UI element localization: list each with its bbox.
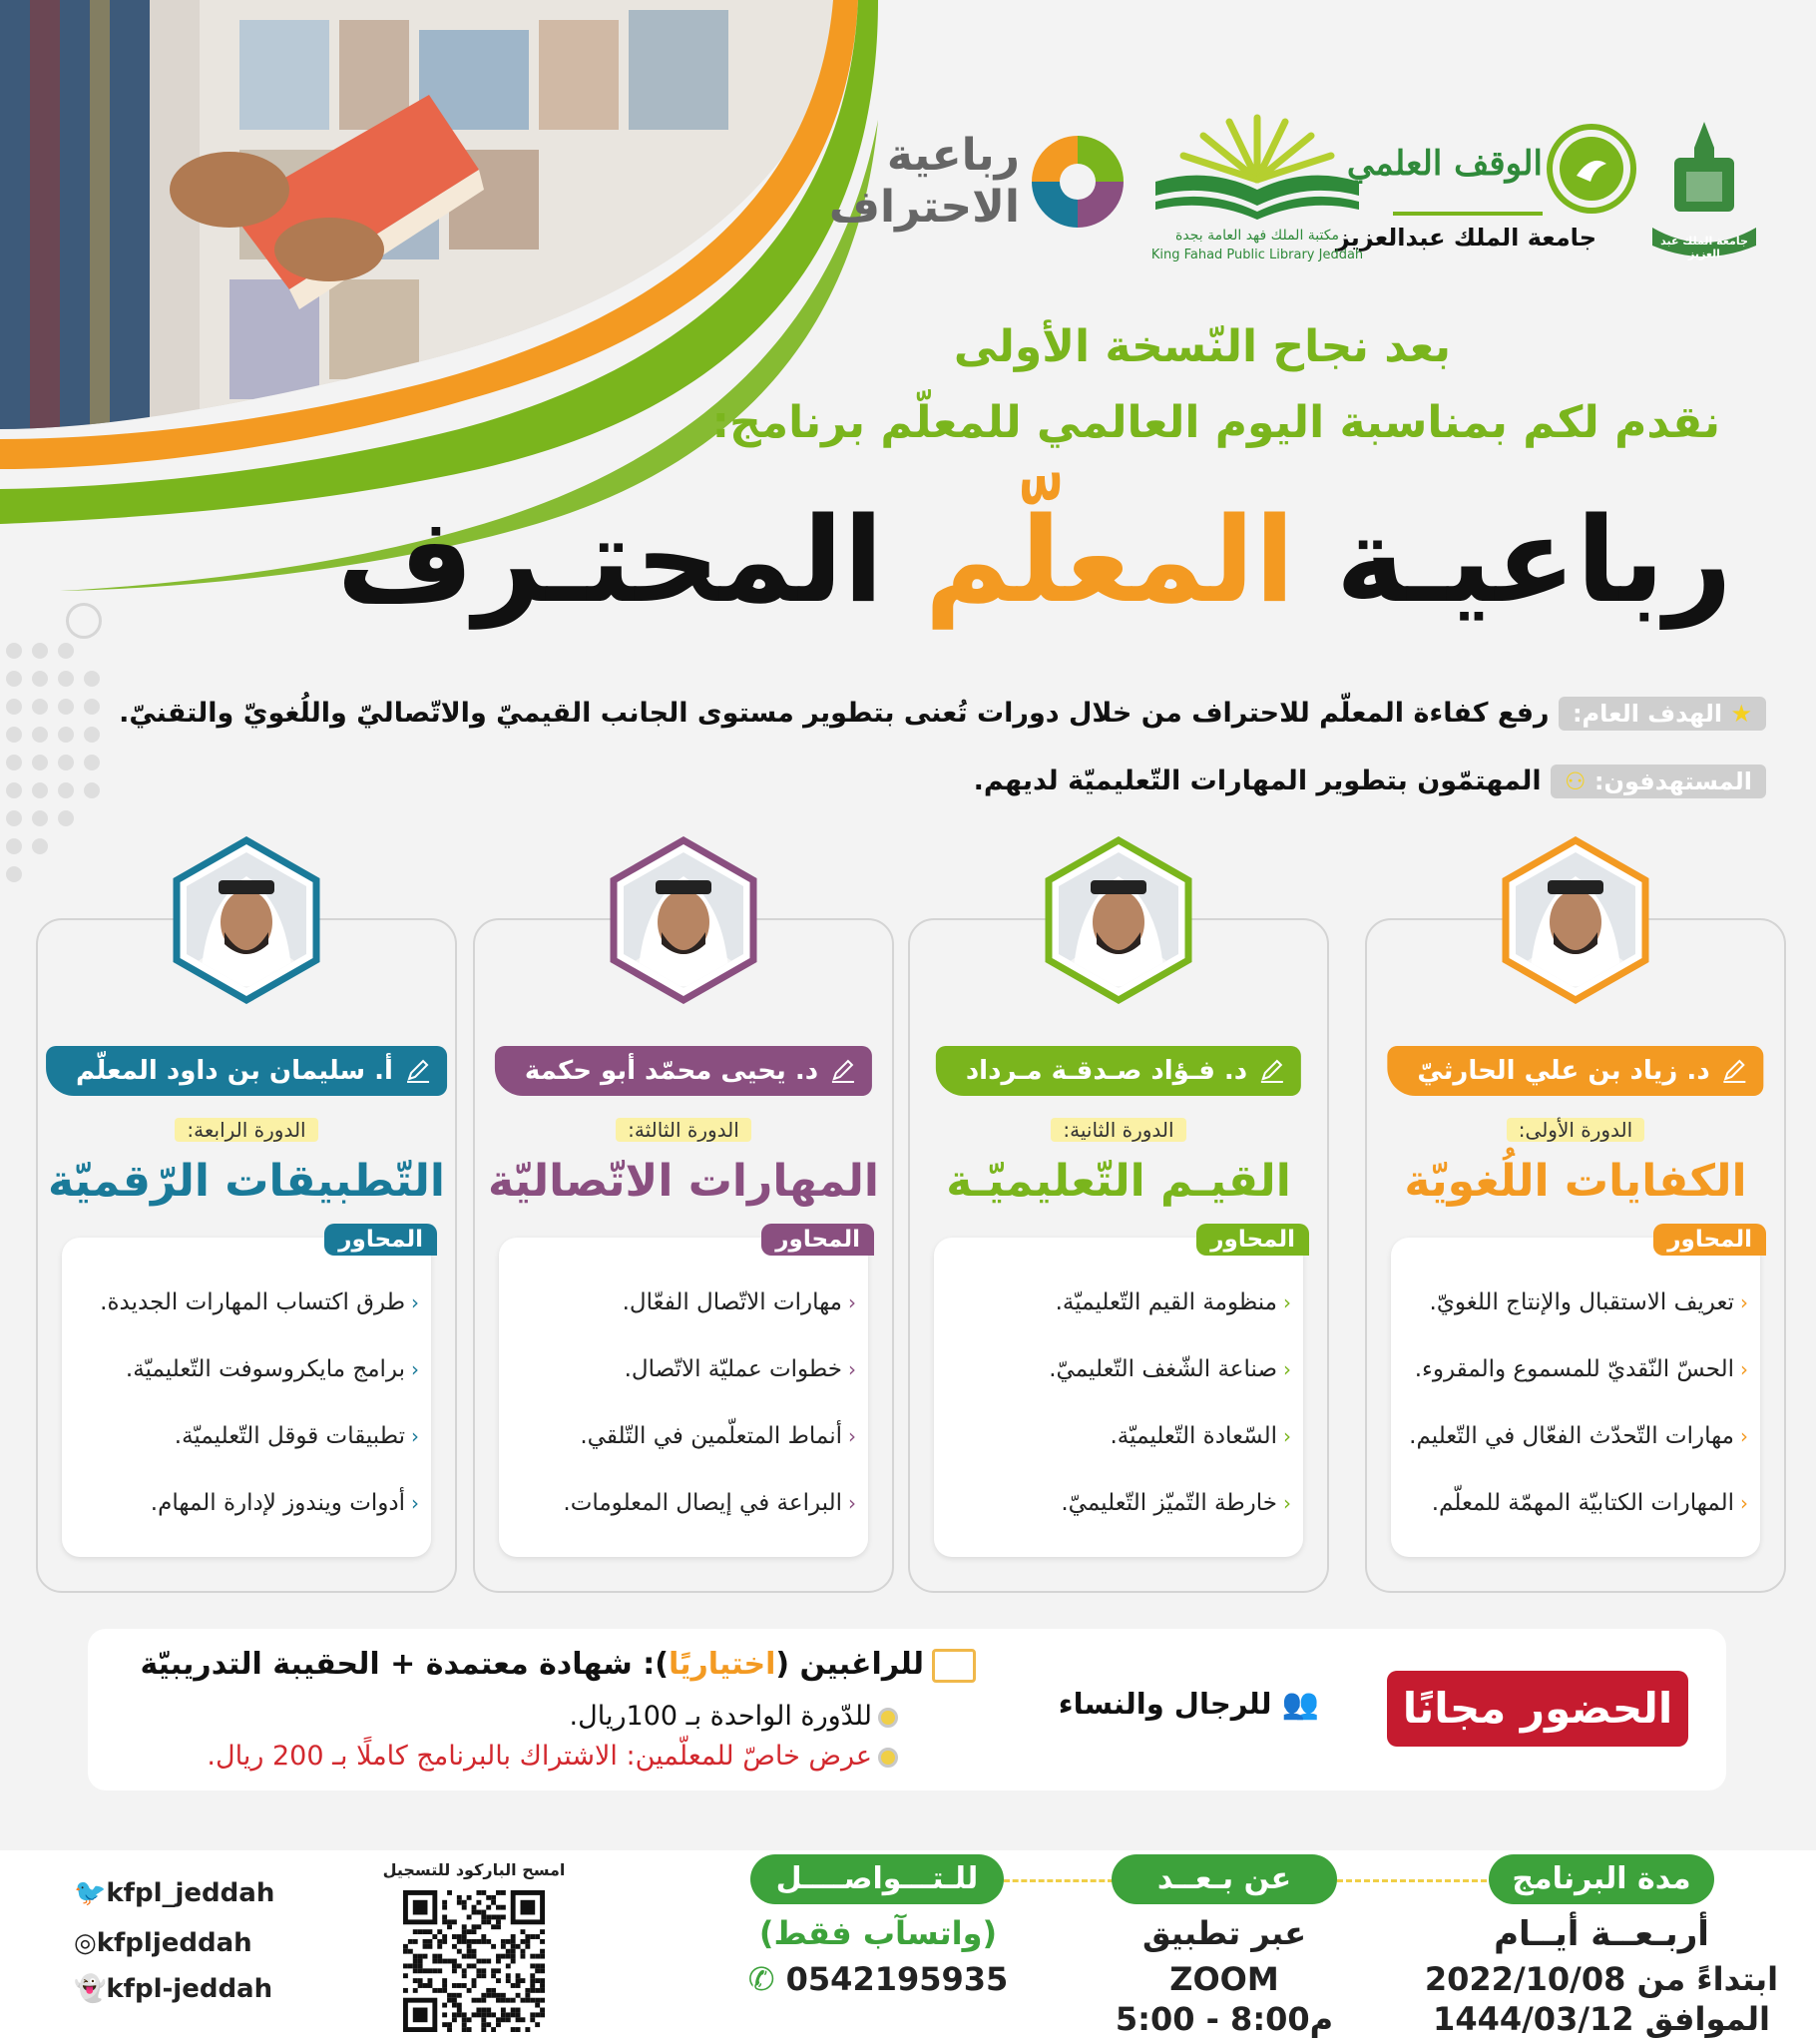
qr-code-icon (403, 1890, 545, 2032)
kau-name: جامعة الملك عبدالعزيز (1335, 224, 1596, 252)
remote-zoom: ZOOM (1169, 1960, 1279, 1998)
instagram-icon: ◎ (74, 1928, 97, 1958)
axes-list (68, 1285, 419, 1553)
goal-row (119, 697, 1766, 731)
qr-caption: امسح الباركود للتسجيل (382, 1860, 566, 1879)
axis-item-text: مهارات الاتّصال الفعّال. (622, 1289, 842, 1315)
presenter-name: د. فـؤاد صـدقـة مـرداد (965, 1056, 1248, 1086)
axis-item (505, 1352, 856, 1419)
course-number-text: الدورة الثانية: (1051, 1118, 1185, 1142)
full-program-offer-text: عرض خاصّ للمعلّمين: الاشتراك بالبرنامج كاملًا بـ 200 ريال. (207, 1741, 872, 1772)
library-name-ar: مكتبة الملك فهد العامة بجدة (1175, 228, 1339, 244)
duration-label: مدة البرنامج (1489, 1854, 1714, 1904)
course-axes-box (62, 1227, 431, 1557)
group-icon: 👥 (1281, 1687, 1319, 1722)
presenter-name: د. يحيى محمّد أبو حكمة (524, 1056, 819, 1086)
chevron-left-icon: ‹ (1740, 1491, 1748, 1515)
axis-item-text: أدوات ويندوز لإدارة المهام. (150, 1490, 405, 1516)
instagram-text: kfpljeddah (96, 1928, 252, 1958)
axes-list (940, 1285, 1291, 1553)
certificate-optional: اختياريًا (668, 1647, 776, 1682)
axis-item (68, 1352, 419, 1419)
remote-time: 5:00 - 8:00م (1115, 2000, 1334, 2038)
axis-item (505, 1419, 856, 1486)
chevron-left-icon: ‹ (1740, 1424, 1748, 1448)
chevron-left-icon: ‹ (1740, 1357, 1748, 1381)
course-axes-box (499, 1227, 868, 1557)
axis-item-text: خارطة التّميّز التّعليميّ. (1061, 1490, 1277, 1516)
waqf-logo (1335, 124, 1636, 263)
riba3iya-logo-top: رباعية (886, 130, 1020, 181)
program-title (337, 491, 1732, 629)
twitter-handle[interactable] (74, 1878, 274, 1908)
library-name-en: King Fahad Public Library Jeddah (1150, 248, 1364, 262)
axis-item-text: طرق اكتساب المهارات الجديدة. (100, 1289, 405, 1315)
single-course-price (570, 1701, 898, 1732)
axis-item (1397, 1486, 1748, 1553)
riba3iya-logo (828, 130, 1130, 240)
audience-label-pill (1551, 765, 1766, 798)
axis-item-text: تطبيقات قوقل التّعليميّة. (174, 1423, 405, 1449)
axis-item (940, 1352, 1291, 1419)
goal-text: رفع كفاءة المعلّم للاحتراف من خلال دورات تُعنى بتطوير مستوى الجانب القيميّ والاتّصاليّ واللُغويّ والتقنيّ. (119, 698, 1550, 729)
course-axes-box (1391, 1227, 1760, 1557)
chevron-left-icon: ‹ (1283, 1424, 1291, 1448)
axes-tag: المحاور (1196, 1224, 1309, 1256)
course-card (473, 918, 894, 1593)
title-part-2: المعلّم (924, 491, 1295, 629)
quadrant-swirl-icon (1026, 130, 1130, 234)
footer (0, 1850, 1816, 2044)
course-card (36, 918, 457, 1593)
audience-gender (1059, 1687, 1319, 1722)
contact-label: للـتـــواصــــل (750, 1854, 1004, 1904)
twitter-text: kfpl_jeddah (106, 1878, 275, 1908)
axes-list (505, 1285, 856, 1553)
axes-list (1397, 1285, 1748, 1553)
course-title: التّطبيقات الرّقميّة (48, 1156, 445, 1207)
pen-icon (1257, 1055, 1287, 1085)
duration-days: أربـعــة أيــام (1494, 1914, 1709, 1954)
axis-item (505, 1486, 856, 1553)
chevron-left-icon: ‹ (411, 1357, 419, 1381)
decor-ring (66, 603, 102, 639)
presenter-name: د. زياد بن علي الحارثيّ (1417, 1056, 1710, 1086)
course-axes-box (934, 1227, 1303, 1557)
bullet-icon (878, 1708, 898, 1728)
axis-item-text: تعريف الاستقبال والإنتاج اللغويّ. (1429, 1289, 1734, 1315)
connector-line (1004, 1879, 1114, 1882)
presenter-name-tag (495, 1046, 872, 1096)
waqf-underline (1393, 212, 1543, 216)
course-number-text: الدورة الأولى: (1507, 1118, 1644, 1142)
full-program-offer (207, 1741, 898, 1772)
course-number (910, 1118, 1327, 1142)
audience-label: المستهدفون: (1593, 767, 1752, 795)
axis-item (68, 1419, 419, 1486)
chevron-left-icon: ‹ (411, 1491, 419, 1515)
contact-phone-row[interactable] (718, 1960, 1038, 1998)
library-logo (1147, 110, 1367, 269)
certificate-icon (932, 1649, 976, 1683)
course-number (38, 1118, 455, 1142)
audience-text: المهتمّون بتطوير المهارات التّعليميّة لديهم. (973, 766, 1542, 796)
axis-item-text: خطوات عمليّة الاتّصال. (624, 1356, 842, 1382)
axis-item-text: مهارات التّحدّث الفعّال في التّعليم. (1409, 1423, 1734, 1449)
star-icon: ★ (1730, 700, 1752, 728)
chevron-left-icon: ‹ (1283, 1491, 1291, 1515)
chevron-left-icon: ‹ (1283, 1290, 1291, 1314)
certificate-prefix: للراغبين ( (775, 1647, 924, 1682)
contact-note: (واتسآب فقط) (758, 1914, 998, 1952)
axis-item (1397, 1285, 1748, 1352)
pen-icon (828, 1055, 858, 1085)
snapchat-icon: 👻 (74, 1974, 107, 2004)
axis-item-text: منظومة القيم التّعليميّة. (1055, 1289, 1277, 1315)
chevron-left-icon: ‹ (1740, 1290, 1748, 1314)
axes-tag: المحاور (1653, 1224, 1766, 1256)
course-number-text: الدورة الرابعة: (175, 1118, 317, 1142)
presenter-photo (600, 836, 767, 1004)
kau-seal-logo (1644, 118, 1764, 267)
instagram-handle[interactable] (74, 1928, 252, 1958)
axis-item-text: السّعادة التّعليميّة. (1110, 1423, 1277, 1449)
course-number-text: الدورة الثالثة: (616, 1118, 751, 1142)
axis-item (940, 1486, 1291, 1553)
goal-label-pill (1559, 697, 1766, 731)
contact-phone[interactable]: 0542195935 (785, 1960, 1009, 1998)
course-title: المهارات الاتّصاليّة (487, 1156, 880, 1207)
waqf-name: الوقف العلمي (1346, 144, 1543, 184)
start-date: ابتداءً من 2022/10/08 (1424, 1960, 1779, 1998)
chevron-left-icon: ‹ (848, 1357, 856, 1381)
axis-item-text: برامج مايكروسوفت التّعليميّة. (125, 1356, 405, 1382)
axes-tag: المحاور (324, 1224, 437, 1256)
presenter-photo (1492, 836, 1659, 1004)
chevron-left-icon: ‹ (411, 1290, 419, 1314)
axis-item (940, 1419, 1291, 1486)
registration-qr-code[interactable] (403, 1890, 545, 2032)
title-part-3: المحتـرف (336, 491, 884, 629)
chevron-left-icon: ‹ (411, 1424, 419, 1448)
intro-line-2: نقدم لكم بمناسبة اليوم العالمي للمعلّم برنامج: (711, 397, 1720, 448)
waqf-emblem-icon (1547, 124, 1636, 214)
remote-label: عن بـعــد (1112, 1854, 1337, 1904)
axis-item (505, 1285, 856, 1352)
axis-item (1397, 1419, 1748, 1486)
axis-item-text: المهارات الكتابيّة المهمّة للمعلّم. (1431, 1490, 1734, 1516)
course-title: القيـم التّعليميّـة (946, 1156, 1291, 1207)
goal-label: الهدف العام: (1572, 700, 1723, 728)
presenter-name-tag (46, 1046, 447, 1096)
axis-item-text: البراعة في إيصال المعلومات. (563, 1490, 842, 1516)
course-number (1367, 1118, 1784, 1142)
people-icon: ⚇ (1565, 767, 1587, 795)
presenter-photo (1035, 836, 1202, 1004)
hijri-date: الموافق 1444/03/12 (1433, 2000, 1770, 2038)
axes-tag: المحاور (761, 1224, 874, 1256)
axis-item (940, 1285, 1291, 1352)
kau-seal-text: جامعة الملك عبد العزيز (1660, 235, 1748, 260)
axis-item (68, 1285, 419, 1352)
snapchat-handle[interactable] (74, 1974, 272, 2004)
certificate-suffix: ): شهادة معتمدة + الحقيبة التدريبيّة (140, 1647, 669, 1682)
twitter-icon: 🐦 (74, 1878, 107, 1908)
axis-item-text: صناعة الشّغف التّعليميّ. (1049, 1356, 1277, 1382)
snapchat-text: kfpl-jeddah (106, 1974, 273, 2004)
chevron-left-icon: ‹ (848, 1290, 856, 1314)
audience-row (974, 765, 1766, 798)
course-title: الكفايات اللُغويّة (1404, 1156, 1747, 1207)
course-number (475, 1118, 892, 1142)
presenter-name-tag (936, 1046, 1301, 1096)
chevron-left-icon: ‹ (848, 1424, 856, 1448)
pricing-box (88, 1629, 1726, 1790)
audience-gender-text: للرجال والنساء (1058, 1687, 1272, 1721)
pen-icon (403, 1055, 433, 1085)
pen-icon (1720, 1055, 1750, 1085)
title-part-1: رباعيـة (1335, 491, 1732, 629)
remote-app: عبر تطبيق (1141, 1914, 1307, 1952)
free-attendance-badge: الحضور مجانًا (1387, 1671, 1688, 1747)
axis-item-text: الحسّ النّقديّ للمسموع والمقروء. (1414, 1356, 1734, 1382)
axis-item (68, 1486, 419, 1553)
chevron-left-icon: ‹ (848, 1491, 856, 1515)
riba3iya-logo-bottom: الاحتراف (828, 182, 1020, 233)
connector-line (1337, 1879, 1487, 1882)
axis-item-text: أنماط المتعلّمين في التّلقي. (580, 1423, 842, 1449)
open-book-sunrise-icon (1147, 110, 1367, 220)
course-card (1365, 918, 1786, 1593)
certificate-line (140, 1647, 976, 1683)
bullet-icon (878, 1748, 898, 1768)
presenter-name-tag (1387, 1046, 1763, 1096)
presenter-name: أ. سليمان بن داود المعلّم (76, 1056, 393, 1086)
axis-item (1397, 1352, 1748, 1419)
course-card (908, 918, 1329, 1593)
single-course-price-text: للدّورة الواحدة بـ 100ريال. (569, 1701, 872, 1732)
decor-dots (0, 639, 130, 918)
whatsapp-icon: ✆ (747, 1960, 775, 1998)
intro-line-1: بعد نجاح النّسخة الأولى (953, 321, 1451, 372)
presenter-photo (163, 836, 330, 1004)
chevron-left-icon: ‹ (1283, 1357, 1291, 1381)
